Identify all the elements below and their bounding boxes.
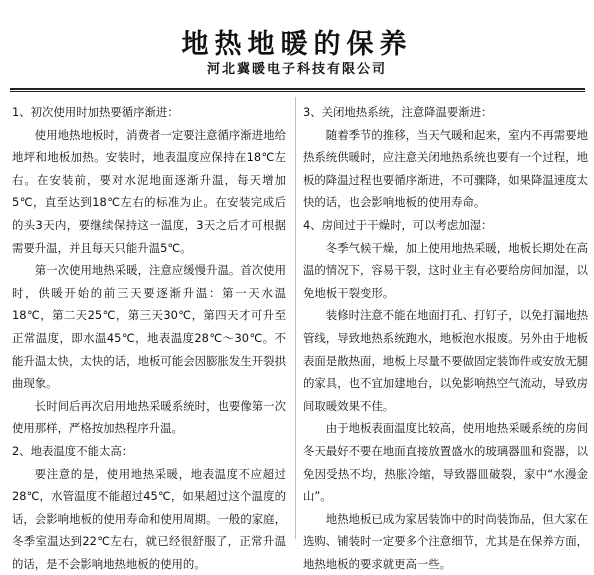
section-heading: 4、房间过于干燥时，可以考虑加湿： [303,214,588,237]
company-name: 河北冀暖电子科技有限公司 [0,58,594,77]
paragraph: 使用地热地板时，消费者一定要注意循序渐进地给地坪和地板加热。安装时，地表温度应保持在18℃左右。在安装前，要对水泥地面逐渐升温，每天增加5℃，直至达到18℃左右的标准为止。在安装完成后的头3天内，要继续保持这一温度，3天之后才可根据需要升温，并且每天只能升温5℃。 [12,124,286,260]
page-title: 地热地暖的保养 [0,22,594,61]
paragraph: 长时间后再次启用地热采暖系统时，也要像第一次使用那样，严格按加热程序升温。 [12,395,286,440]
paragraph: 装修时注意不能在地面打孔、打钉子，以免打漏地热管线，导致地热系统跑水，地板泡水报废。另外由于地板表面是散热面，地板上尽量不要做固定装饰件或安放无腿的家具，也不宜加建地台，以免影响热空气流动，导致房间取暖效果不佳。 [303,304,588,417]
paragraph: 由于地板表面温度比较高，使用地热采暖系统的房间冬天最好不要在地面直接放置盛水的玻璃器皿和瓷器，以免因受热不均，热胀冷缩，导致器皿破裂，家中“水漫金山”。 [303,417,588,507]
section-heading: 2、地表温度不能太高： [12,440,286,463]
section-heading: 3、关闭地热系统，注意降温要渐进： [303,101,588,124]
paragraph: 要注意的是，使用地热采暖，地表温度不应超过28℃，水管温度不能超过45℃，如果超过这个温度的话，会影响地板的使用寿命和使用周期。一般的家庭，冬季室温达到22℃左右，就已经很舒服了，正常升温的话，是不会影响地热地板的使用的。 [12,463,286,575]
header-divider [10,88,585,90]
paragraph: 地热地板已成为家居装饰中的时尚装饰品，但大家在选购、铺装时一定要多个注意细节，尤其是在保养方面，地热地板的要求就更高一些。 [303,508,588,575]
left-column [12,101,286,575]
right-column [303,101,588,575]
section-heading: 1、初次使用时加热要循序渐进： [12,101,286,124]
header-divider-thin [10,91,585,92]
paragraph: 第一次使用地热采暖，注意应缓慢升温。首次使用时，供暖开始的前三天要逐渐升温：第一天水温18℃，第二天25℃，第三天30℃，第四天才可升至正常温度，即水温45℃，地表温度28℃～30℃。不能升温太快，太快的话，地板可能会因膨胀发生开裂拱曲现象。 [12,259,286,395]
paragraph: 冬季气候干燥，加上使用地热采暖，地板长期处在高温的情况下，容易干裂，这时业主有必要给房间加湿，以免地板干裂变形。 [303,237,588,305]
column-divider [295,97,296,539]
paragraph: 随着季节的推移，当天气暖和起来，室内不再需要地热系统供暖时，应注意关闭地热系统也要有一个过程，地板的降温过程也要循序渐进，不可骤降，如果降温速度太快的话，也会影响地板的使用寿命。 [303,124,588,214]
